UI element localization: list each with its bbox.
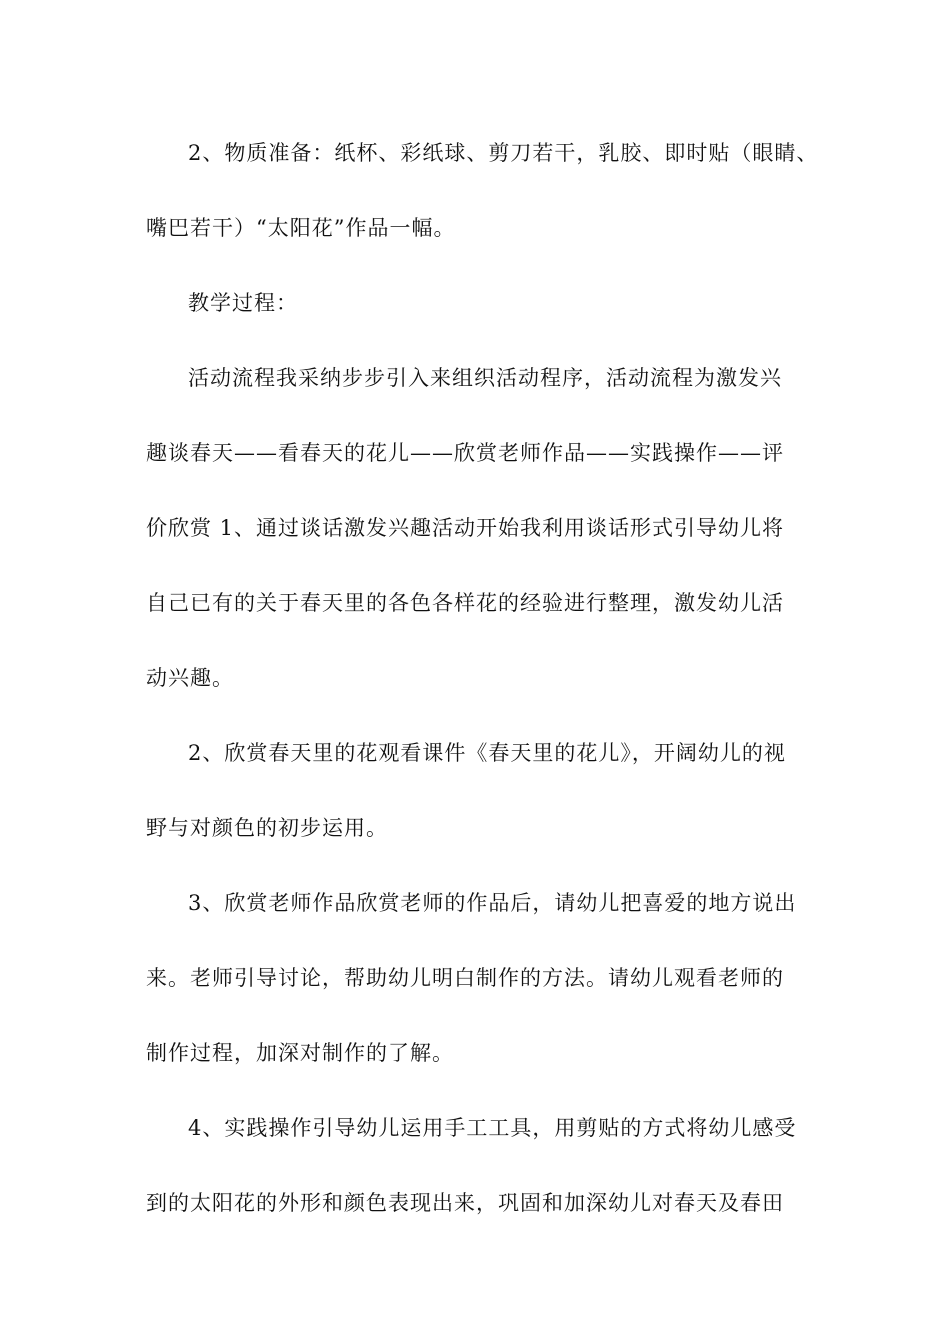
paragraph-line: 价欣赏 1、通过谈话激发兴趣活动开始我利用谈话形式引导幼儿将: [146, 516, 785, 540]
paragraph-line: 动兴趣。: [146, 666, 234, 690]
paragraph-line: 2、欣赏春天里的花观看课件《春天里的花儿》，开阔幼儿的视: [188, 741, 786, 765]
paragraph-line: 来。老师引导讨论，帮助幼儿明白制作的方法。请幼儿观看老师的: [146, 966, 784, 990]
paragraph-line: 野与对颜色的初步运用。: [146, 816, 388, 840]
section-heading: 教学过程：: [188, 291, 298, 315]
paragraph-line: 4、实践操作引导幼儿运用手工工具，用剪贴的方式将幼儿感受: [188, 1116, 797, 1140]
paragraph-line: 到的太阳花的外形和颜色表现出来，巩固和加深幼儿对春天及春田: [146, 1191, 784, 1215]
paragraph-line: 制作过程，加深对制作的了解。: [146, 1041, 454, 1065]
paragraph-line: 2、物质准备：纸杯、彩纸球、剪刀若干，乳胶、即时贴（眼睛、: [188, 141, 819, 165]
paragraph-line: 活动流程我采纳步步引入来组织活动程序，活动流程为激发兴: [188, 366, 782, 390]
paragraph-line: 嘴巴若干）“太阳花”作品一幅。: [146, 216, 456, 240]
paragraph-line: 趣谈春天——看春天的花儿——欣赏老师作品——实践操作——评: [146, 441, 784, 465]
paragraph-line: 自己已有的关于春天里的各色各样花的经验进行整理，激发幼儿活: [146, 591, 784, 615]
paragraph-line: 3、欣赏老师作品欣赏老师的作品后，请幼儿把喜爱的地方说出: [188, 891, 797, 915]
